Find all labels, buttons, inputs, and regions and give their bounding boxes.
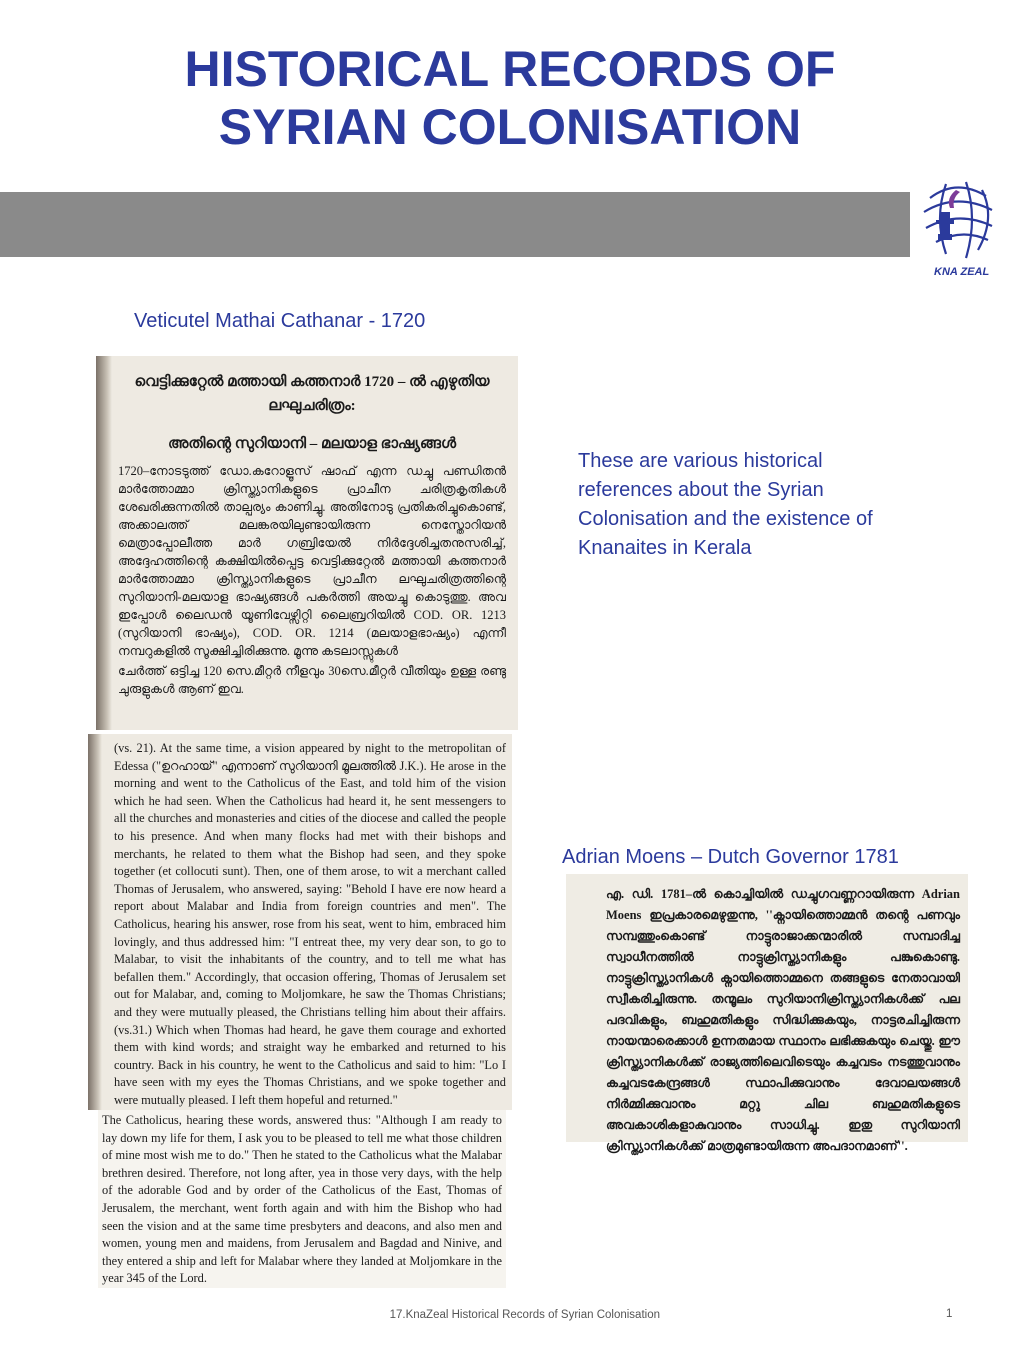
header-bar	[0, 192, 910, 257]
page-title	[60, 40, 960, 156]
page-number: 1	[946, 1308, 953, 1320]
ml-heading-3: അതിന്റെ സുറിയാനി – മലയാള ഭാഷ്യങ്ങൾ	[167, 436, 457, 452]
ml-paragraph-2: ചേർത്ത് ഒട്ടിച്ച 120 സെ.മീറ്റർ നീളവും 30സെ.മീറ്റർ വീതിയും ഉള്ള രണ്ടു ചുരുളുകൾ ആണ് ഇവ.	[118, 664, 506, 696]
left-caption: Veticutel Mathai Cathanar - 1720	[134, 310, 426, 332]
title-line-2: SYRIAN COLONISATION	[218, 99, 802, 155]
en-paragraph-2: The Catholicus, hearing these words, answered thus: "Although I am ready to lay down my life for them, I ask you to be pleased to tell me what those children of mine most wish me to do." Then he stated to the Catholicus what the Malabar brethren desired. Therefore, not long after, yea in those very days, with the help of the adorable God and by order of the Catholicus of the East, Thomas of Jerusalem, the merchant, went forth again and with him the Bishop who had seen the vision and at the same time presbyters and deacons, and also men and women, young men and maidens, from Jerusalem and Bagdad and Ninive, and they entered a ship and left for Malabar where they landed at Moljomkare in the year 345 of the Lord.	[102, 1113, 502, 1286]
footer-text: 17.KnaZeal Historical Records of Syrian Colonisation	[389, 1309, 660, 1321]
globe-icon	[916, 178, 996, 268]
ml-heading-1: വെട്ടിക്കുറ്റേൽ മത്തായി കത്തനാർ 1720 – ൽ എഴുതിയ	[134, 374, 490, 390]
logo-text: KNA ZEAL	[934, 266, 990, 278]
en-paragraph-1: (vs. 21). At the same time, a vision appeared by night to the metropolitan of Edessa ("ഉറഹായ്" എന്നാണ് സുറിയാനി മൂലത്തിൽ J.K.). He arose in the morning and went to the Catholicus of the East, and told him of the vision which he had seen. When the Catholicus had heard it, he sent messengers to all the churches and monasteries and cities of the diocese and called the people to his presence. And when many flocks had met with their bishops and merchants, he related to them what the Bishop had seen, and they spoke together (et collocuti sunt). Then, one of them arose, to wit a merchant called Thomas of Jerusalem, who answered, saying: "Behold I have ere now heard a report about Malabar and India from foreign countries and men". The Catholicus, hearing his answer, rose from his seat, went to him, embraced him lovingly, and thus addressed him: "I entreat thee, my very dear son, to go to Malabar, to visit the inhabitants of the country, and to tell me what has befallen them." Accordingly, that occasion offering, Thomas of Jerusalem set out for Malabar, and, coming to Moljomkare, he saw the Thomas Christians; and they were mutually pleased, the Christians telling him about their affairs. (vs.31.) Which when Thomas had heard, he gave them courage and exhorted them with kind words; and straight way he embarked and returned to his country. Back in his country, he went to the Catholicus and said to him: "Lo I have seen with my eyes the Thomas Christians, and we spoke together and were mutually pleased. I left them hopeful and returned."	[114, 741, 506, 1107]
moens-text: എ. ഡി. 1781–ൽ കൊച്ചിയിൽ ഡച്ചുഗവണ്ണറായിരുന്ന Adrian Moens ഇപ്രകാരമെഴുതുന്നു, ''ക്നായിത്തൊമ്മൻ തന്റെ പണവും സമ്പത്തുംകൊണ്ട് നാട്ടുരാജാക്കന്മാരിൽ സമ്പാദിച്ച സ്വാധീനത്തിൽ നാട്ടുക്രിസ്ത്യാനികളും പങ്കുകൊണ്ടു. നാട്ടുക്രിസ്ത്യാനികൾ ക്നായിത്തൊമ്മനെ തങ്ങളുടെ നേതാവായി സ്വീകരിച്ചിരുന്നു. തന്മൂലം സുറിയാനിക്രിസ്ത്യാനികൾക്ക് പല പദവികളും, ബഹുമതികളും സിദ്ധിക്കുകയും, നാട്ടരചിച്ചിരുന്ന നായന്മാരെക്കാൾ ഉന്നതമായ സ്ഥാനം ലഭിക്കുകയും ചെയ്തു. ഈ ക്രിസ്ത്യാനികൾക്ക് രാജ്യത്തിലെവിടെയും കച്ചവടം നടത്തുവാനും കച്ചവടകേന്ദ്രങ്ങൾ സ്ഥാപിക്കുവാനും ദേവാലയങ്ങൾ നിർമ്മിക്കുവാനും മറ്റു ചില ബഹുമതികളുടെ അവകാശികളാകുവാനും സാധിച്ചു. ഇതു സുറിയാനി ക്രിസ്ത്യാനികൾക്ക് മാത്രമുണ്ടായിരുന്ന അപദാനമാണ്''.	[606, 887, 960, 1153]
description-text: These are various historical references about the Syrian Colonisation and the existence of Knanaites in Kerala	[578, 450, 873, 559]
ml-paragraph: 1720–നോടടുത്ത് ഡോ.കറോളൂസ് ഷാഫ് എന്ന ഡച്ചു പണ്ഡിതൻ മാർത്തോമ്മാ ക്രിസ്ത്യാനികളുടെ പ്രാചീന ചരിത്രകൃതികൾ ശേഖരിക്കുന്നതിൽ താല്പര്യം കാണിച്ചു. അതിനോടു പ്രതികരിച്ചുകൊണ്ട്, അക്കാലത്ത് മലങ്കരയിലുണ്ടായിരുന്ന നെസ്തോറിയൻ മെത്രാപ്പോലീത്ത മാർ ഗബ്രിയേൽ നിർദ്ദേശിച്ചതനുസരിച്ച്, അദ്ദേഹത്തിന്റെ കക്ഷിയിൽപ്പെട്ട വെട്ടിക്കുറ്റേൽ മത്തായി കത്തനാർ മാർത്തോമ്മാ ക്രിസ്ത്യാനികളുടെ പ്രാചീന ലഘുചരിത്രത്തിന്റെ സുറിയാനി-മലയാള ഭാഷ്യങ്ങൾ പകർത്തി അയച്ചു കൊടുത്തു. അവ ഇപ്പോൾ ലൈഡൻ യൂണിവേഴ്സിറ്റി ലൈബ്രറിയിൽ COD. OR. 1213 (സുറിയാനി ഭാഷ്യം), COD. OR. 1214 (മലയാളഭാഷ്യം) എന്നീ നമ്പറുകളിൽ സൂക്ഷിച്ചിരിക്കുന്നു. മൂന്നു കടലാസ്സുകൾ	[118, 464, 506, 658]
moens-scan	[566, 874, 968, 1153]
malayalam-scan	[96, 356, 518, 730]
right-caption: Adrian Moens – Dutch Governor 1781	[562, 846, 899, 868]
ml-heading-2: ലഘുചരിത്രം:	[268, 398, 356, 414]
english-scan-1	[88, 734, 512, 1110]
english-scan-2	[98, 1110, 506, 1288]
title-line-1: HISTORICAL RECORDS OF	[184, 41, 836, 97]
